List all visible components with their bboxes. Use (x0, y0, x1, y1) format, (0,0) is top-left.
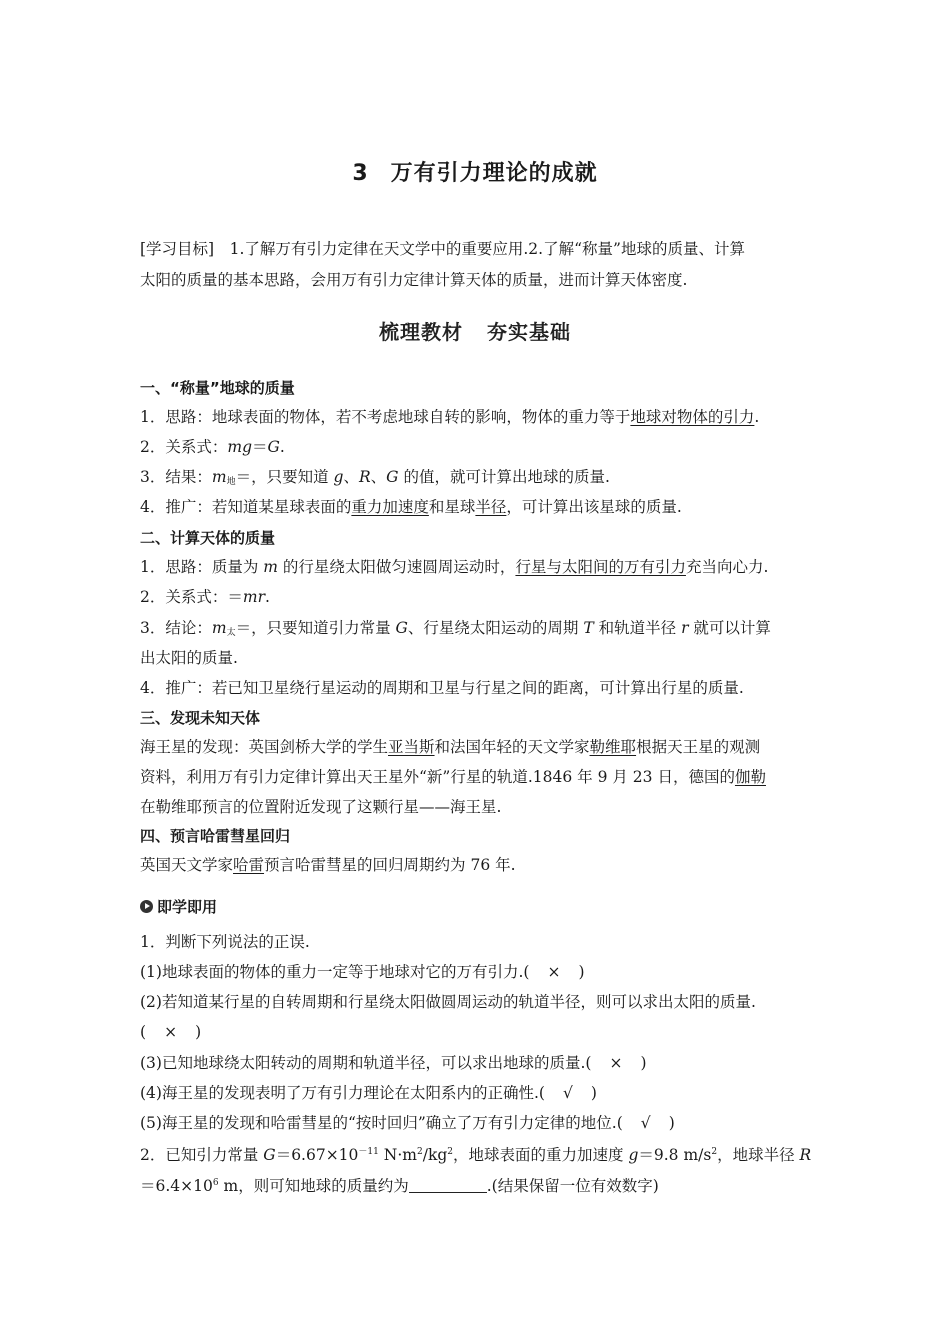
section-4-heading: 四、预言哈雷彗星回归 (140, 827, 291, 845)
statement-1: (1)地球表面的物体的重力一定等于地球对它的万有引力.( × ) (140, 963, 585, 981)
text: 3．结果： (140, 468, 212, 486)
text: .(结果保留一位有效数字) (486, 1177, 659, 1195)
formula-var: mr (242, 588, 265, 606)
formula-var: m (211, 619, 227, 637)
statement-2: (2)若知道某行星的自转周期和行星绕太阳做圆周运动的轨道半径，则可以求出太阳的质量. (140, 993, 756, 1011)
section-banner (0, 316, 950, 345)
formula-var: G (395, 619, 408, 637)
text: 预言哈雷彗星的回归周期约为 76 年. (264, 856, 516, 874)
sec2-point-3-cont: 出太阳的质量. (140, 649, 238, 667)
objectives-line-2: 太阳的质量的基本思路，会用万有引力定律计算天体的质量，进而计算天体密度. (140, 271, 688, 289)
sec1-point-4 (140, 497, 682, 517)
text: N·m (378, 1146, 417, 1164)
formula-var: r (681, 619, 689, 637)
formula-var: g (333, 468, 344, 486)
statement-3: (3)已知地球绕太阳转动的周期和轨道半径，可以求出地球的质量.( × ) (140, 1054, 647, 1072)
statement-2-mark: ( × ) (140, 1023, 202, 1041)
text: 2．关系式：＝ (140, 588, 243, 606)
underlined-answer: 哈雷 (233, 856, 265, 874)
page-title (0, 156, 950, 187)
exponent: 2 (711, 1147, 718, 1157)
question-2 (140, 1145, 811, 1165)
exponent: －11 (358, 1147, 379, 1157)
exponent: 2 (447, 1147, 454, 1157)
text: ＝ (252, 438, 268, 456)
subscript: 地 (226, 477, 236, 487)
underlined-answer: 行星与太阳间的万有引力 (515, 558, 686, 576)
text: (1)地球表面的物体的重力一定等于地球对它的万有引力. (140, 963, 524, 981)
sec3-line-1 (140, 737, 760, 757)
underlined-answer: 重力加速度 (351, 498, 429, 516)
sec1-point-3 (140, 467, 610, 492)
underlined-answer: 半径 (475, 498, 507, 516)
sec1-point-2 (140, 437, 285, 457)
answer-mark: √ (640, 1114, 651, 1132)
sec2-point-4: 4．推广：若已知卫星绕行星运动的周期和卫星与行星之间的距离，可计算出行星的质量. (140, 679, 744, 697)
text: ＝6.4×10 (140, 1177, 213, 1195)
statement-4: (4)海王星的发现表明了万有引力理论在太阳系内的正确性.( √ ) (140, 1084, 597, 1102)
text: 和星球 (428, 498, 476, 516)
formula-var: R (358, 468, 371, 486)
text: ＝9.8 m/s (638, 1146, 712, 1164)
formula-var: m (263, 558, 278, 576)
formula-var: g (628, 1146, 639, 1164)
underlined-answer: 地球对物体的引力 (630, 408, 755, 426)
title-text: 万有引力理论的成就 (390, 161, 598, 186)
text: ＝，只要知道 (235, 468, 334, 486)
underlined-answer: 亚当斯 (388, 738, 435, 756)
sec4-line-1 (140, 855, 516, 875)
text: . (754, 408, 760, 426)
text: 1．思路：地球表面的物体，若不考虑地球自转的影响，物体的重力等于 (140, 408, 631, 426)
sec2-point-1 (140, 557, 768, 577)
answer-mark: × (547, 963, 561, 981)
subscript: 太 (226, 628, 236, 638)
text: 资料，利用万有引力定律计算出天王星外“新”行星的轨道.1846 年 9 月 23 日，德国的 (140, 768, 735, 786)
sec1-point-1 (140, 407, 759, 427)
text: 4．推广：若知道某星球表面的 (140, 498, 352, 516)
formula-var: G (386, 468, 399, 486)
text: 2．关系式： (140, 438, 228, 456)
text: . (279, 438, 285, 456)
play-circle-icon (140, 900, 153, 913)
text: 充当向心力. (685, 558, 769, 576)
practice-heading (140, 897, 217, 917)
text: 就可以计算 (688, 619, 771, 637)
text: 2．已知引力常量 (140, 1146, 264, 1164)
underlined-answer: 伽勒 (734, 768, 766, 786)
answer-mark: × (609, 1054, 623, 1072)
formula-var: R (799, 1146, 812, 1164)
question-2-cont (140, 1176, 659, 1196)
answer-blank[interactable] (409, 1178, 487, 1193)
text: . (264, 588, 270, 606)
section-2-heading: 二、计算天体的质量 (140, 529, 276, 547)
formula-var: m (211, 468, 227, 486)
text: 和法国年轻的天文学家 (434, 738, 590, 756)
text: /kg (422, 1146, 448, 1164)
statement-5: (5)海王星的发现和哈雷彗星的“按时回归”确立了万有引力定律的地位.( √ ) (140, 1114, 675, 1132)
title-number: 3 (352, 161, 369, 186)
exponent: 2 (417, 1147, 423, 1157)
text: (5)海王星的发现和哈雷彗星的“按时回归”确立了万有引力定律的地位. (140, 1114, 617, 1132)
objectives-line-1: [学习目标] 1.了解万有引力定律在天文学中的重要应用.2.了解“称量”地球的质量、计算 (140, 240, 745, 258)
text: ＝，只要知道引力常量 (235, 619, 396, 637)
text: ，地球表面的重力加速度 (453, 1146, 629, 1164)
text: (3)已知地球绕太阳转动的周期和轨道半径，可以求出地球的质量. (140, 1054, 586, 1072)
text: 英国天文学家 (140, 856, 234, 874)
text: 根据天王星的观测 (636, 738, 761, 756)
text: (4)海王星的发现表明了万有引力理论在太阳系内的正确性. (140, 1084, 539, 1102)
formula-var: G (263, 1146, 276, 1164)
formula-var: mg (227, 438, 252, 456)
banner-left: 梳理教材 (379, 320, 463, 344)
text: ，可计算出该星球的质量. (506, 498, 682, 516)
sec3-line-3: 在勒维耶预言的位置附近发现了这颗行星——海王星. (140, 798, 502, 816)
text: 、 (343, 468, 359, 486)
practice-heading-text: 即学即用 (157, 898, 218, 916)
text: ＝6.67×10 (275, 1146, 359, 1164)
text: 和轨道半径 (593, 619, 682, 637)
exponent: 6 (212, 1178, 219, 1188)
text: 的值，就可计算出地球的质量. (398, 468, 610, 486)
sec2-point-3 (140, 618, 771, 643)
formula-var: T (583, 619, 594, 637)
text: m，则可知地球的质量约为 (218, 1177, 409, 1195)
section-1-heading: 一、“称量”地球的质量 (140, 379, 295, 397)
text: 1．思路：质量为 (140, 558, 264, 576)
question-1: 1．判断下列说法的正误. (140, 933, 310, 951)
text: 海王星的发现：英国剑桥大学的学生 (140, 738, 389, 756)
text: 、 (370, 468, 387, 486)
text: 、行星绕太阳运动的周期 (407, 619, 584, 637)
text: 3．结论： (140, 619, 212, 637)
text: ，地球半径 (717, 1146, 800, 1164)
underlined-answer: 勒维耶 (589, 738, 637, 756)
section-3-heading: 三、发现未知天体 (140, 709, 261, 727)
formula-var: G (267, 438, 280, 456)
sec2-point-2 (140, 587, 270, 607)
sec3-line-2 (140, 767, 766, 787)
text: 的行星绕太阳做匀速圆周运动时， (278, 558, 516, 576)
banner-right: 夯实基础 (487, 320, 571, 344)
answer-mark: × (164, 1023, 178, 1041)
answer-mark: √ (562, 1084, 573, 1102)
